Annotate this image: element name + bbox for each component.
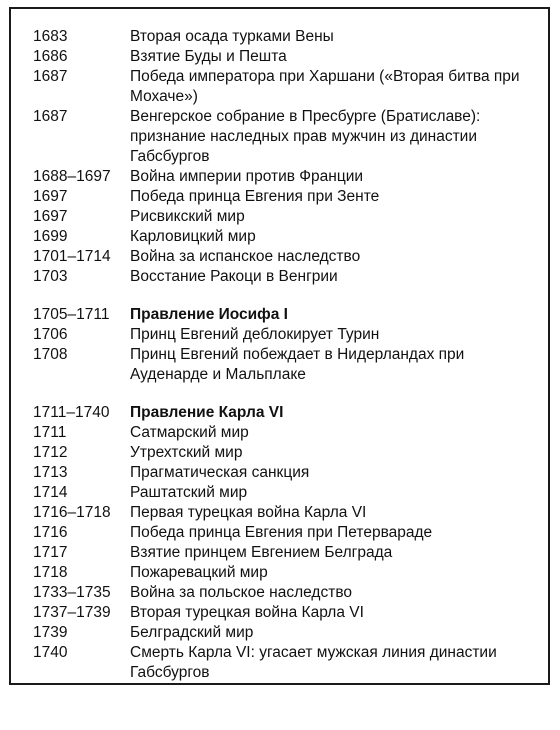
row-event: Победа принца Евгения при Петерварaде xyxy=(130,524,433,541)
chronology-row xyxy=(33,47,548,67)
row-event: Взятие принцем Евгением Белграда xyxy=(130,544,393,561)
row-year: 1688–1697 xyxy=(33,168,111,185)
chronology-row xyxy=(33,543,548,563)
row-event: Прагматическая санкция xyxy=(130,464,310,481)
row-event: Смерть Карла VI: угасает мужская линия династии Габсбургов xyxy=(130,644,497,681)
chronology-row xyxy=(33,227,548,247)
row-event: Вторая турецкая война Карла VI xyxy=(130,604,364,621)
chronology-row xyxy=(33,483,548,503)
row-event: Война империи против Франции xyxy=(130,168,364,185)
row-event: Пожаревацкий мир xyxy=(130,564,268,581)
row-event: Взятие Буды и Пешта xyxy=(130,48,287,65)
row-event: Война за польское наследство xyxy=(130,584,353,601)
chronology-row xyxy=(33,207,548,227)
row-event: Раштатский мир xyxy=(130,484,248,501)
row-event: Вторая осада турками Вены xyxy=(130,28,334,45)
group-reign-charles-vi xyxy=(33,403,548,683)
row-year: 1740 xyxy=(33,644,68,661)
chronology-row xyxy=(33,583,548,603)
chronology-row xyxy=(33,523,548,543)
heading-title: Правление Иосифа I xyxy=(130,306,288,323)
row-event: Сатмарский мир xyxy=(130,424,249,441)
row-year: 1701–1714 xyxy=(33,248,111,265)
chronology-row xyxy=(33,643,548,683)
reign-heading xyxy=(33,305,548,325)
row-year: 1714 xyxy=(33,484,68,501)
row-year: 1713 xyxy=(33,464,68,481)
heading-year: 1711–1740 xyxy=(33,404,110,421)
row-event: Победа принца Евгения при Зенте xyxy=(130,188,380,205)
row-event: Карловицкий мир xyxy=(130,228,256,245)
row-year: 1683 xyxy=(33,28,68,45)
reign-heading xyxy=(33,403,548,423)
row-year: 1716 xyxy=(33,524,68,541)
row-year: 1686 xyxy=(33,48,68,65)
row-year: 1708 xyxy=(33,346,68,363)
row-year: 1716–1718 xyxy=(33,504,111,521)
chronology-row xyxy=(33,247,548,267)
row-event: Утрехтский мир xyxy=(130,444,243,461)
row-year: 1739 xyxy=(33,624,68,641)
row-year: 1711 xyxy=(33,424,67,441)
chronology-row xyxy=(33,27,548,47)
chronology-row xyxy=(33,167,548,187)
chronology-row xyxy=(33,443,548,463)
heading-title: Правление Карла VI xyxy=(130,404,284,421)
row-event: Победа императора при Харшани («Вторая битва при Мохаче») xyxy=(130,68,520,105)
chronology-row xyxy=(33,423,548,443)
group-reign-joseph-i xyxy=(33,305,548,385)
chronology-row xyxy=(33,107,548,167)
row-year: 1687 xyxy=(33,68,68,85)
row-year: 1706 xyxy=(33,326,68,343)
row-year: 1697 xyxy=(33,188,68,205)
row-year: 1697 xyxy=(33,208,68,225)
row-event: Война за испанское наследство xyxy=(130,248,361,265)
group-early-events xyxy=(33,27,548,287)
chronology-row xyxy=(33,563,548,583)
chronology-row xyxy=(33,463,548,483)
chronology-row xyxy=(33,267,548,287)
row-event: Рисвикский мир xyxy=(130,208,245,225)
chronology-row xyxy=(33,623,548,643)
chronology-row xyxy=(33,325,548,345)
chronology-row xyxy=(33,345,548,385)
chronology-row xyxy=(33,603,548,623)
row-year: 1718 xyxy=(33,564,68,581)
row-event: Принц Евгений побеждает в Нидерландах при Ауденарде и Мальплаке xyxy=(130,346,465,383)
row-year: 1687 xyxy=(33,108,68,125)
row-year: 1717 xyxy=(33,544,68,561)
row-year: 1712 xyxy=(33,444,68,461)
row-event: Первая турецкая война Карла VI xyxy=(130,504,367,521)
heading-year: 1705–1711 xyxy=(33,306,110,323)
row-event: Принц Евгений деблокирует Турин xyxy=(130,326,380,343)
row-year: 1699 xyxy=(33,228,68,245)
row-year: 1703 xyxy=(33,268,68,285)
row-year: 1737–1739 xyxy=(33,604,111,621)
row-event: Венгерское собрание в Пресбурге (Братиславе): признание наследных прав мужчин из династии Габсбургов xyxy=(130,108,481,165)
chronology-row xyxy=(33,67,548,107)
chronology-row xyxy=(33,503,548,523)
chronology-row xyxy=(33,187,548,207)
row-event: Восстание Ракоци в Венгрии xyxy=(130,268,338,285)
chronology-table xyxy=(9,7,550,685)
row-year: 1733–1735 xyxy=(33,584,111,601)
row-event: Белградский мир xyxy=(130,624,254,641)
